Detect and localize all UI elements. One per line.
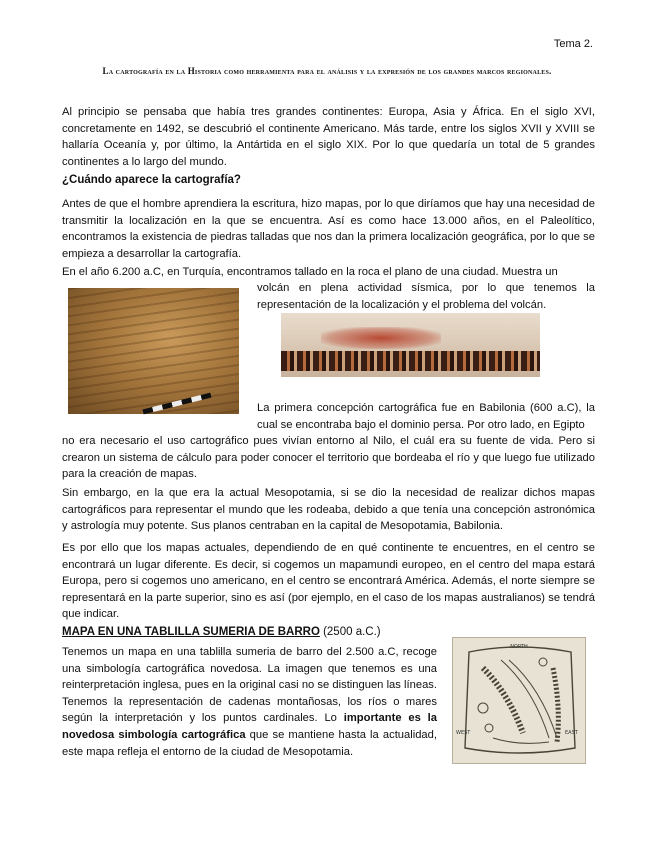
city-plan-band (281, 351, 540, 371)
page-label: Tema 2. (553, 38, 593, 50)
paragraph-turkey-rest: volcán en plena actividad sísmica, por lo que tenemos la representación de la localización y el problema del volcán. (257, 282, 595, 311)
tablet-text-after: que se mantiene hasta la actualidad, este mapa refleja el entorno de la ciudad de Mesopotamia. (62, 728, 437, 758)
catalhoyuk-mural-photo (281, 313, 540, 377)
sumerian-map-heading: MAPA EN UNA TABLILLA SUMERIA DE BARRO (62, 626, 320, 638)
paragraph-egypt: no era necesario el uso cartográfico pues vivían entorno al Nilo, el cuál era su fuente de vida. Pero si crearon un sistema de cálculo para poder conocer el territorio que bordeaba el río y que luego fue utilizado para la creación de mapas. (62, 435, 595, 481)
map-label-north: NORTH (510, 644, 528, 650)
paragraph-mesopotamia: Sin embargo, en la que era la actual Mesopotamia, si se dio la necesidad de realizar dichos mapas cartográficos para representar el mundo que les rodeaba, debido a que tenía una concepción astronómica y astrología muy potente. Sus planos centraban en la capital de Mesopotamia, Babilonia. (62, 487, 595, 533)
document-title: La cartografía en la Historia como herramienta para el análisis y la expresión de los grandes marcos regionales. (102, 66, 552, 76)
intro-paragraph: Al principio se pensaba que había tres grandes continentes: Europa, Asia y África. En el siglo XVI, concretamente en 1492, se descubrió el continente Americano. Más tarde, entre los siglos XVII y XVIII se hallaría Oceanía y, por último, la Antártida en el siglo XIX. Por lo que quedaría un total de 5 grandes continentes a lo largo del mundo. (62, 106, 595, 168)
volcano-painting (321, 327, 441, 349)
tablet-text-highlight: importante es la novedosa simbología cartográfica (62, 712, 437, 741)
carved-rock-photo (68, 288, 239, 414)
section-heading-sumerian-map (62, 626, 381, 638)
paragraph-babylon-side: La primera concepción cartográfica fue en Babilonia (600 a.C), la cual se encontraba bajo el dominio persa. Por otro lado, en Egipto (257, 402, 595, 431)
tablet-text-before: Tenemos un mapa en una tablilla sumeria de barro del 2.500 a.C, recoge una simbología cartográfica novedosa. La imagen que tenemos es una reinterpretación inglesa, pues en la original casi no se distinguen las líneas. Tenemos la representación de cadenas montañosas, los ríos o mares según la interpretación y los puntos cardinales. Lo (62, 646, 437, 725)
sumerian-map-date: (2500 a.C.) (319, 626, 381, 638)
scale-bar (142, 393, 211, 415)
section-heading-cartography: ¿Cuándo aparece la cartografía? (62, 174, 241, 186)
paragraph-paleolithic: Antes de que el hombre aprendiera la escritura, hizo mapas, por lo que diríamos que hay una necesidad de transmitir la localización en la que se encuentra. Así es como hace 13.000 años, en el Paleolítico, encontramos la existencia de piedras talladas que nos dan la primera localización geográfica, por lo que se empieza a desarrollar la cartografía. (62, 198, 595, 260)
paragraph-modern-maps: Es por ello que los mapas actuales, dependiendo de en qué continente te encuentres, en el centro se encontrará un lugar diferente. Es decir, si cogemos un mapamundi europeo, en el centro del mapa estará Europa, pero si cogemos uno americano, en el centro se encontrará América. Además, el norte siempre se representará en la parte superior, sino es así (por ejemplo, en el caso de los mapas australianos) se tendrá que indicar. (62, 542, 595, 621)
map-label-east: EAST (565, 730, 578, 736)
sumerian-tablet-map-image (452, 637, 586, 764)
map-label-west: WEST (456, 730, 471, 736)
paragraph-sumerian-tablet (62, 644, 437, 760)
paragraph-turkey-line: En el año 6.200 a.C, en Turquía, encontramos tallado en la roca el plano de una ciudad. Muestra un (62, 266, 558, 278)
tablet-map-drawing (453, 638, 585, 763)
